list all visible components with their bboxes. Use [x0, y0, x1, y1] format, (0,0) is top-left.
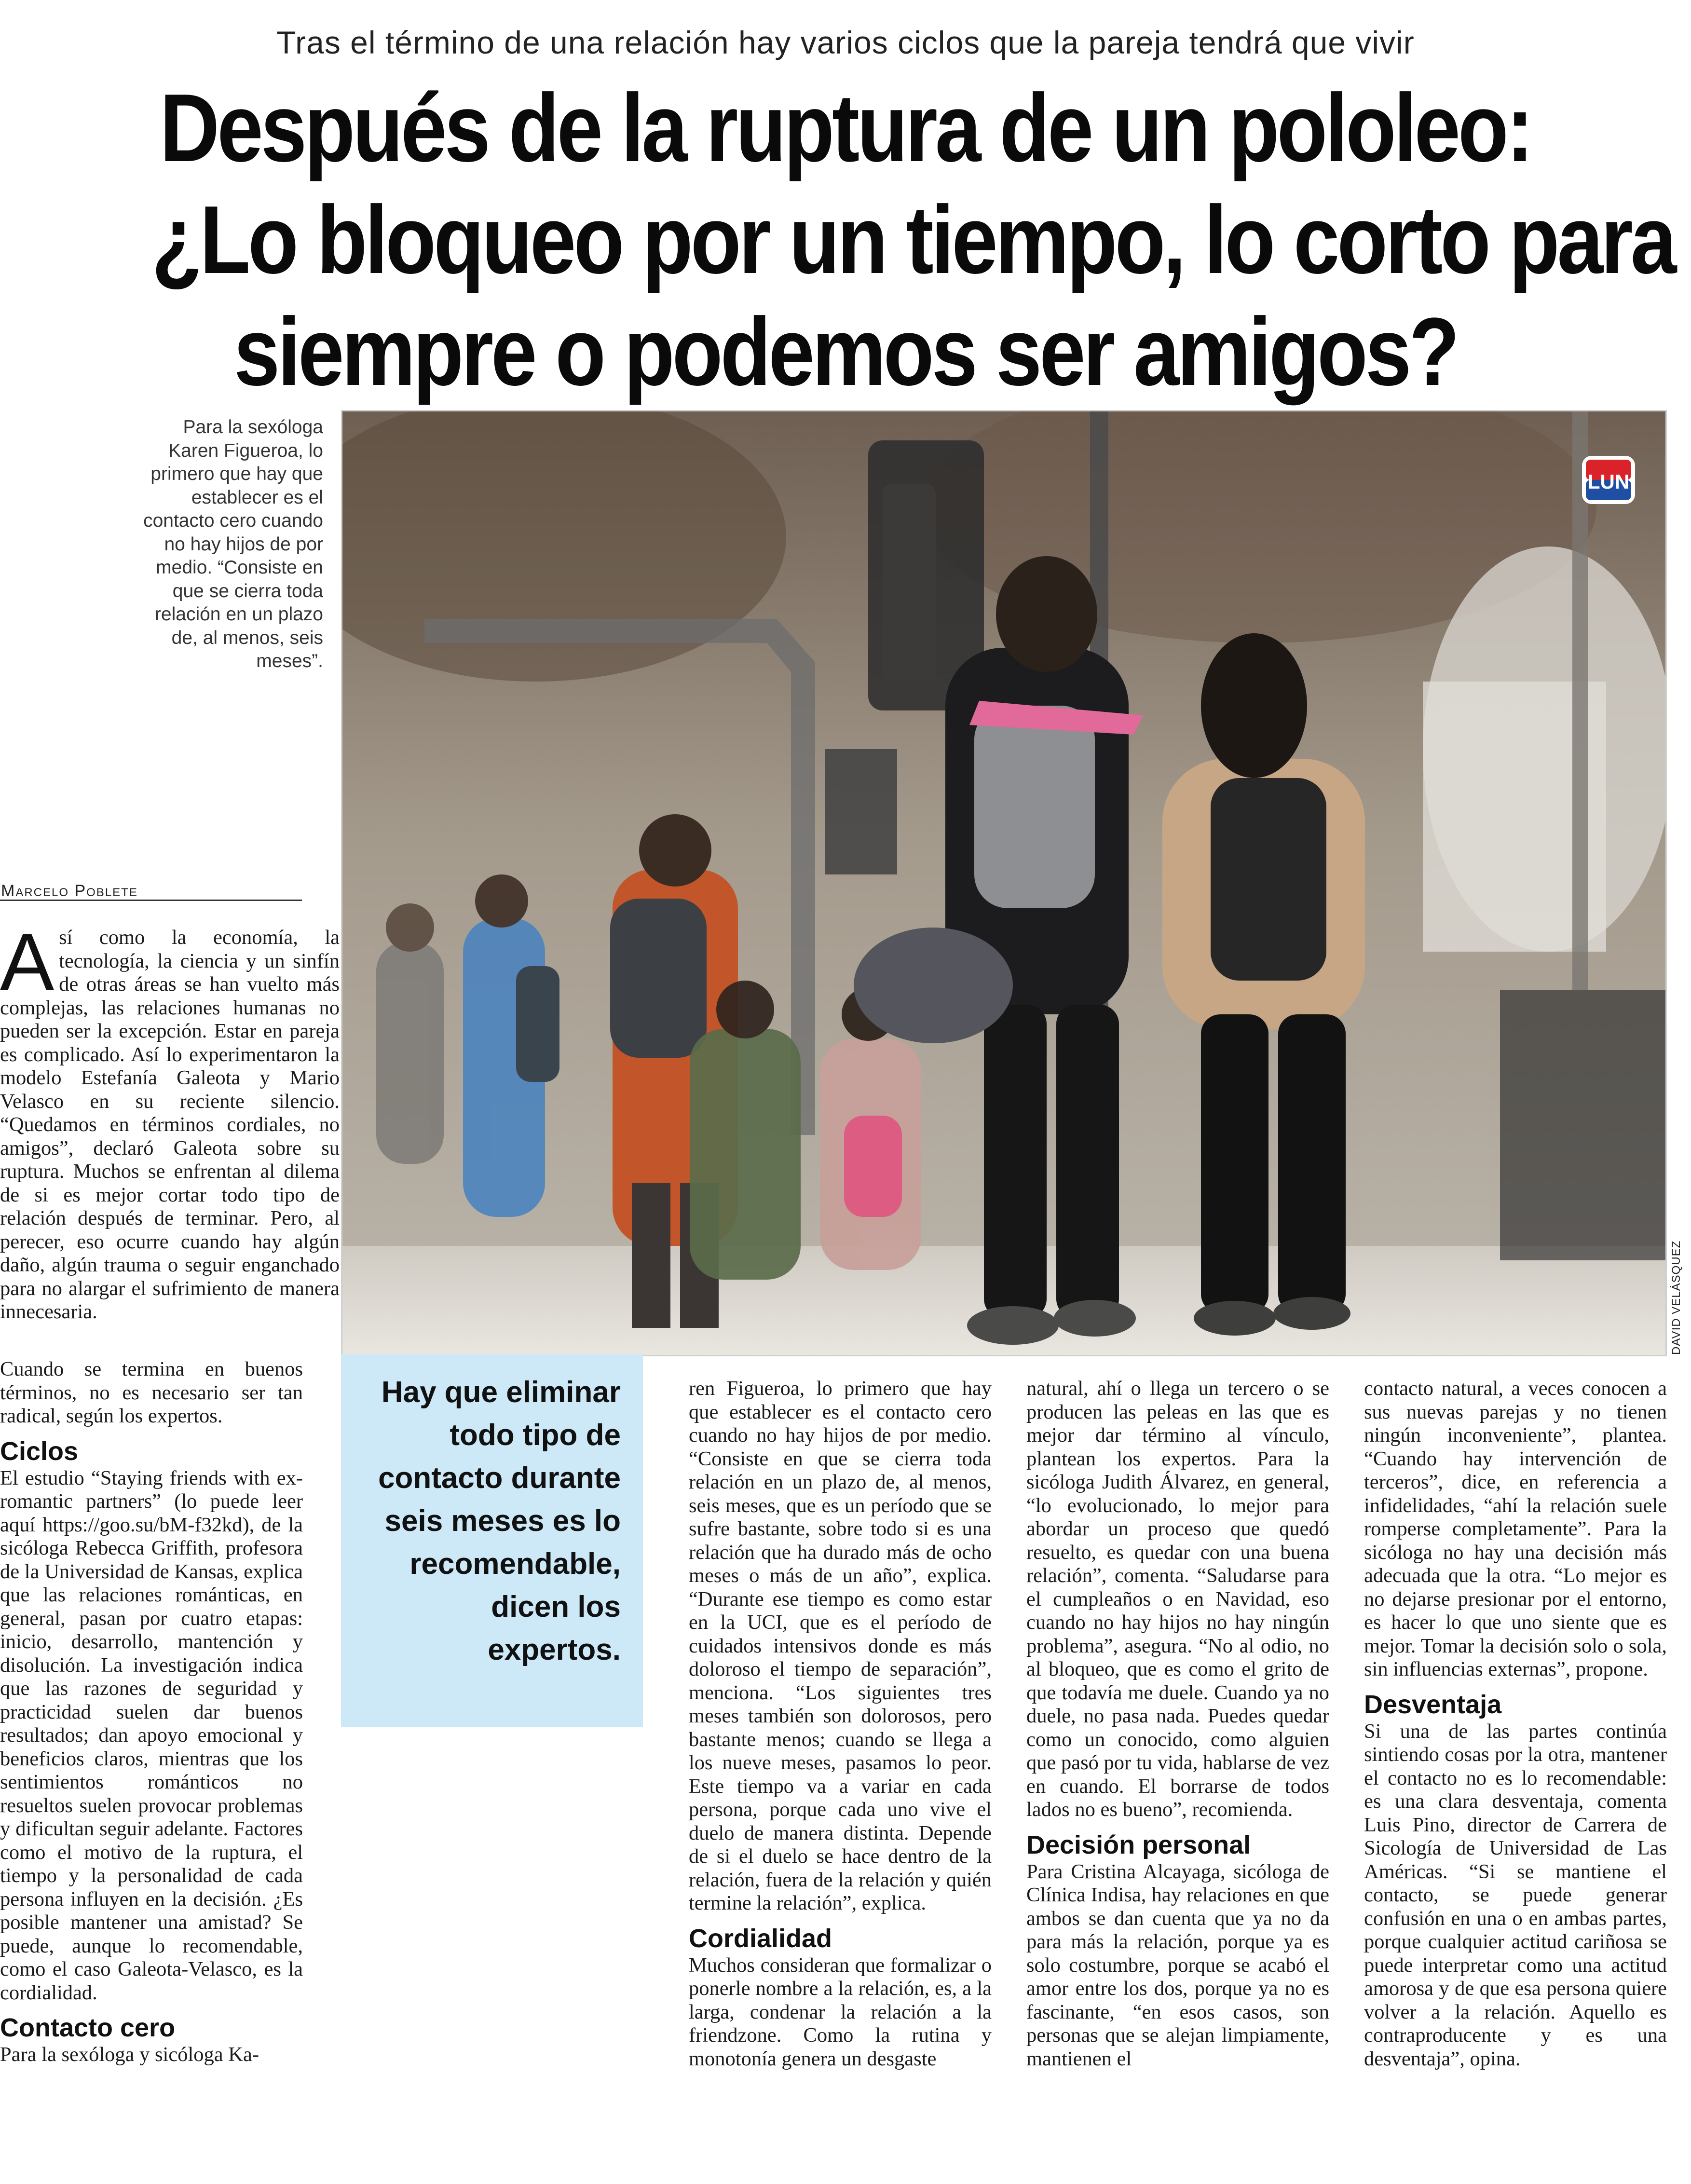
intro-text: sí como la economía, la tecnología, la ciencia y un sinfín de otras áreas se han vuelto más complejas, las relaciones humanas no pueden ser la excepción. Estar en pareja es complicado. Así lo experimentaron la modelo Estefanía Galeota y Mario Velasco en su reciente silencio. “Quedamos en términos cordiales, no amigos”, declaró Galeota sobre su ruptura. Muchos se enfrentan al dilema de si es mejor cortar todo tipo de relación después de terminar. Pero, al perecer, eso ocurre cuando hay algún daño, algún trauma o seguir enganchado para no alargar el sufrimiento de manera innecesaria. — [0, 926, 340, 1323]
column-3 — [1026, 1377, 1329, 2071]
lun-logo-text: LUN — [1587, 470, 1630, 493]
ciclos-paragraph: El estudio “Staying friends with ex-romantic partners” (lo puede leer aquí https://goo.su/bM-f32kd), de la sicóloga Rebecca Griffith, profesora de la Universidad de Kansas, explica que las relaciones románticas, en general, pasan por cuatro etapas: inicio, desarrollo, mantención y disolución. La investigación indica que las razones de seguridad y practicidad suelen dar buenos resultados; dan apoyo emocional y beneficios claros, mientras que los sentimientos románticos no resueltos suelen provocar problemas y dificultan seguir adelante. Factores como el motivo de la ruptura, el tiempo y la personalidad de cada persona influyen en la decisión. ¿Es posible mantener una amistad? Se puede, aunque lo recomendable, como el caso Galeota-Velasco, es la cordialidad. — [0, 1466, 303, 2004]
pullquote-text: Hay que eliminar todo tipo de contacto durante seis meses es lo recomendable, dicen los expertos. — [378, 1376, 621, 1666]
contacto-paragraph-start: Para la sexóloga y sicóloga Ka- — [0, 2043, 259, 2066]
column-1 — [0, 1358, 303, 2067]
subhead-ciclos: Ciclos — [0, 1436, 79, 1466]
decision-paragraph-cont: contacto natural, a veces conocen a sus nuevas parejas y no tienen ningún inconveniente”, plantea. “Cuando hay intervención de terceros”, dice, en referencia a infidelidades, “ahí la relación suele romperse completamente”. Para la sicóloga no hay una decisión más adecuada que la otra. “Lo mejor es no dejarse presionar por el entorno, es hacer lo que uno siente que es mejor. Tomar la decisión solo o sola, sin influencias externas”, propone. — [1364, 1377, 1667, 1680]
headline-line-2: ¿Lo bloqueo por un tiempo, lo corto para — [151, 186, 1675, 294]
cordialidad-paragraph: Muchos consideran que formalizar o ponerle nombre a la relación, es, a la larga, condenar la relación a la friendzone. Como la rutina y monotonía genera un desgaste — [689, 1953, 992, 2070]
headline — [151, 72, 1675, 408]
intro-tail: Cuando se termina en buenos términos, no es necesario ser tan radical, según los expertos. — [0, 1358, 303, 1427]
byline-rule — [0, 900, 302, 901]
subhead-decision-personal: Decisión personal — [1026, 1830, 1251, 1859]
column-4 — [1364, 1377, 1667, 2071]
desventaja-paragraph: Si una de las partes continúa sintiendo cosas por la otra, mantener el contacto no es lo recomendable: es una clara desventaja, comenta Luis Pino, director de Carrera de Sicología de Universidad de Las Américas. “Si se mantiene el contacto, se puede generar confusión en una o en ambas partes, porque cualquier actitud cariñosa se puede interpretar como una actitud amorosa y de que esa persona quiere volver a la relación. Aquello es contraproducente y es una desventaja”, opina. — [1364, 1720, 1667, 2070]
headline-line-1: Después de la ruptura de un pololeo: — [160, 74, 1531, 182]
intro-paragraph — [0, 916, 340, 1324]
decision-paragraph: Para Cristina Alcayaga, sicóloga de Clínica Indisa, hay relaciones en que ambos se dan cuenta que ya no da para más la relación, porque ya es solo costumbre, porque se acabó el amor entre los dos, porque ya no es fascinante, “en esos casos, son personas que se alejan limpiamente, mantienen el — [1026, 1860, 1329, 2070]
kicker: Tras el término de una relación hay varios ciclos que la pareja tendrá que vivir — [276, 25, 1415, 60]
dropcap: A — [0, 916, 55, 1007]
photo-illustration — [342, 411, 1665, 1355]
photo-caption: Para la sexóloga Karen Figueroa, lo primero que hay que establecer es el contacto cero cuando no hay hijos de por medio. “Consiste en que se cierra toda relación en un plazo de, al menos, seis meses”. — [143, 417, 323, 671]
subhead-contacto-cero: Contacto cero — [0, 2013, 176, 2042]
main-photo — [341, 410, 1667, 1356]
photo-credit: DAVID VELÁSQUEZ — [1670, 1240, 1683, 1355]
lun-logo — [1582, 456, 1635, 504]
pullquote-box — [341, 1354, 643, 1727]
cordialidad-paragraph-cont: natural, ahí o llega un tercero o se producen las peleas en las que es mejor dar término al vínculo, plantean los expertos. Para la sicóloga Judith Álvarez, en general, “lo evolucionado, lo mejor para abordar un proceso que quedó resuelto, es quedar con una buena relación”, comenta. “Saludarse para el cumpleaños o en Navidad, eso cuando no hay hijos no hay ningún problema”, asegura. “No al odio, no al bloqueo, que es como el grito de que todavía me duele. Cuando ya no duele, no pasa nada. Puedes quedar como un conocido, como alguien que pasó por tu vida, hablarse de vez en cuando. El borrarse de todos lados no es bueno”, recomienda. — [1026, 1377, 1329, 1821]
subhead-cordialidad: Cordialidad — [689, 1924, 832, 1953]
subhead-desventaja: Desventaja — [1364, 1690, 1502, 1719]
byline: Marcelo Poblete — [1, 882, 138, 900]
column-2 — [689, 1377, 992, 2071]
contacto-paragraph-cont: ren Figueroa, lo primero que hay que establecer es el contacto cero cuando no hay hijos de por medio. “Consiste en que se cierra toda relación en un plazo de, al menos, seis meses, que es un período que se sufre bastante, sobre todo si es una relación que ha durado más de ocho meses o más de un año”, explica. “Durante ese tiempo es como estar en la UCI, que es el período de cuidados intensivos donde es más doloroso el tiempo de separación”, menciona. “Los siguientes tres meses también son dolorosos, pero bastante menos; cuando se llega a los nueve meses, pasamos lo peor. Este tiempo va a variar en cada persona, porque cada uno vive el duelo de manera distinta. Depende de si el duelo se hace dentro de la relación, fuera de la relación y quién termine la relación”, explica. — [689, 1377, 992, 1914]
headline-line-3: siempre o podemos ser amigos? — [233, 298, 1458, 406]
